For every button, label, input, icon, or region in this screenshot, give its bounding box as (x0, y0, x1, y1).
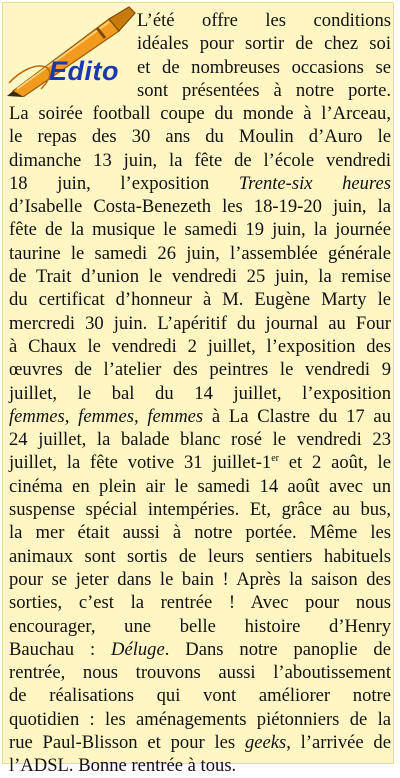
body-line: encourager, une belle histoire d’Henry (9, 615, 391, 637)
body-line: mercredi 30 juin. L’apéritif du journal au Four (9, 312, 391, 334)
body-line: 24 juillet, la balade blanc rosé le vendredi 23 (9, 429, 391, 451)
body-line: œuvres de l’atelier des peintres le vendredi 9 (9, 359, 391, 381)
italic-word: geeks (244, 732, 287, 754)
body-line: rentrée, nous trouvons aussi l’aboutissement (9, 662, 391, 684)
body-line: cinéma en plein air le samedi 14 août avec un (9, 475, 391, 497)
body-line: à Chaux le vendredi 2 juillet, l’exposition des (9, 335, 391, 357)
exhibition-title: femmes, femmes, femmes (9, 405, 204, 427)
exhibition-title: Trente-six heures (238, 172, 391, 194)
lead-line: L’été offre les conditions (137, 10, 391, 31)
body-text: et 2 août, le (288, 452, 391, 474)
body-line: du certificat d’honneur à M. Eugène Marty le (9, 289, 391, 311)
body-line: le repas des 30 ans du Moulin d’Auro le (9, 126, 391, 148)
body-text: juillet, la fête votive 31 juillet-1 (9, 452, 272, 474)
book-title: Déluge (111, 638, 165, 660)
body-line: animaux sont sortis de leurs sentiers habituels (9, 545, 391, 567)
body-text: rue Paul-Blisson et pour les (9, 732, 236, 754)
body-line: juillet, le bal du 14 juillet, l’exposition (9, 382, 391, 404)
lead-line: et de nombreuses occasions se (137, 56, 391, 78)
body-line: pour se jeter dans le bain ! Après la saison des (9, 568, 391, 590)
body-line (9, 731, 391, 754)
body-line: de Trait d’union le vendredi 25 juin, la remise (9, 266, 391, 288)
body-line (9, 451, 391, 474)
body-line (9, 172, 391, 195)
body-line: suspense spécial intempéries. Et, grâce au bus, (9, 499, 391, 521)
body-line: fête de la musique le samedi 19 juin, la journée (9, 219, 391, 241)
body-line: sorties, c’est la rentrée ! Avec pour nous (9, 592, 391, 614)
ordinal-superscript: er (271, 453, 279, 465)
body-text: Bauchau : (9, 638, 96, 660)
body-line (9, 405, 391, 428)
body-line: de réalisations qui vont améliorer notre (9, 685, 391, 707)
edito-emblem (5, 5, 137, 97)
body-line: dimanche 13 juin, la fête de l’école vendredi (9, 149, 391, 171)
edito-title: Edito (49, 56, 119, 86)
lead-paragraph (137, 9, 391, 102)
lead-line: sont présentées à notre porte. (137, 79, 391, 101)
lead-line: idéales pour sortir de chez soi (137, 33, 391, 55)
body-line: La soirée football coupe du monde à l’Arceau, (9, 103, 391, 124)
body-line: d’Isabelle Costa-Benezeth les 18-19-20 juin, la (9, 196, 391, 218)
body-text: 18 juin, l’exposition (9, 172, 210, 194)
body-line: la mer était aussi à notre portée. Même les (9, 522, 391, 544)
edito-article (2, 2, 394, 777)
body-paragraph (9, 102, 391, 778)
body-line: taurine le samedi 26 juin, l’assemblée générale (9, 242, 391, 264)
body-text: , l’arrivée de (286, 732, 391, 754)
body-line: quotidien : les aménagements piétonniers de la (9, 708, 391, 730)
body-line: l’ADSL. Bonne rentrée à tous. (9, 755, 237, 777)
body-line (9, 638, 391, 661)
body-text: . Dans notre panoplie de (164, 638, 391, 660)
body-text: à La Clastre du 17 au (211, 405, 391, 427)
